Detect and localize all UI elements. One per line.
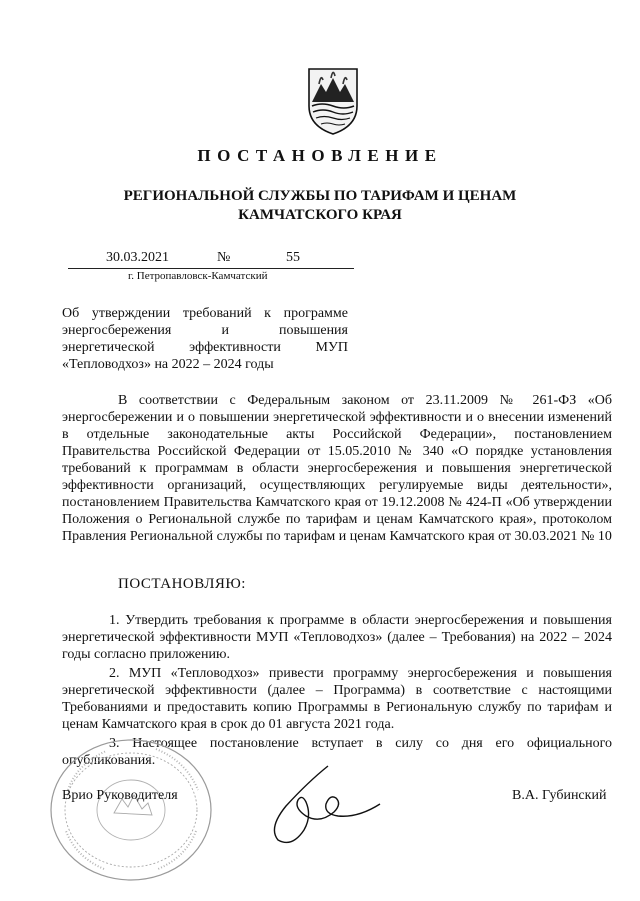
document-number: 55 [286, 250, 300, 265]
handwritten-signature-icon [258, 762, 388, 846]
kamchatka-coat-of-arms-icon [306, 66, 360, 136]
official-stamp-icon [46, 735, 216, 885]
org-line-1: РЕГИОНАЛЬНОЙ СЛУЖБЫ ПО ТАРИФАМ И ЦЕНАМ [123, 188, 517, 204]
registration-line [68, 250, 354, 269]
document-date: 30.03.2021 [106, 250, 169, 265]
clause-3: 3. Настоящее постановление вступает в силу со дня его официального опубликования. [62, 736, 612, 768]
decree-word: ПОСТАНОВЛЯЮ: [118, 576, 246, 592]
preamble-paragraph: В соответствии с Федеральным законом от 23.11.2009 № 261-ФЗ «Об энергосбережении и о повышении энергетической эффективности и о внесении изменений в отдельные законодательные акты Российской Федерации», постановлением Правительства Российской Федерации от 15.05.2010 № 340 «О порядке установления требований к программам в области энергосбережения и повышения энергетической эффективности организаций, осуществляющих регулируемые виды деятельности», постановлением Правительства Камчатского края от 19.12.2008 № 424-П «Об утверждении Положения о Региональной службе по тарифам и ценам Камчатского края», протоколом Правления Региональной службы по тарифам и ценам Камчатского края от 30.03.2021 № 10 [62, 393, 612, 544]
clause-2: 2. МУП «Тепловодхоз» привести программу энергосбережения и повышения энергетической эффективности (далее – Программа) в соответствие с настоящими Требованиями и предоставить копию Программы в Региональную службу по тарифам и ценам Камчатского края в срок до 01 августа 2021 года. [62, 666, 612, 732]
number-sign: № [217, 250, 231, 265]
place-of-issue: г. Петропавловск-Камчатский [128, 270, 268, 282]
clause-1: 1. Утвердить требования к программе в области энергосбережения и повышения энергетической эффективности МУП «Тепловодхоз» (далее – Требования) на 2022 – 2024 годы согласно приложению. [62, 613, 612, 662]
document-subject: Об утверждении требований к программе энергосбережения и повышения энергетической эффективности МУП «Тепловодхоз» на 2022 – 2024 годы [62, 306, 348, 372]
signatory-name: В.А. Губинский [512, 788, 607, 803]
issuing-organization [0, 187, 640, 225]
org-line-2: КАМЧАТСКОГО КРАЯ [238, 207, 402, 223]
signatory-position: Врио Руководителя [62, 788, 178, 803]
document-type-title: ПОСТАНОВЛЕНИЕ [197, 146, 443, 165]
